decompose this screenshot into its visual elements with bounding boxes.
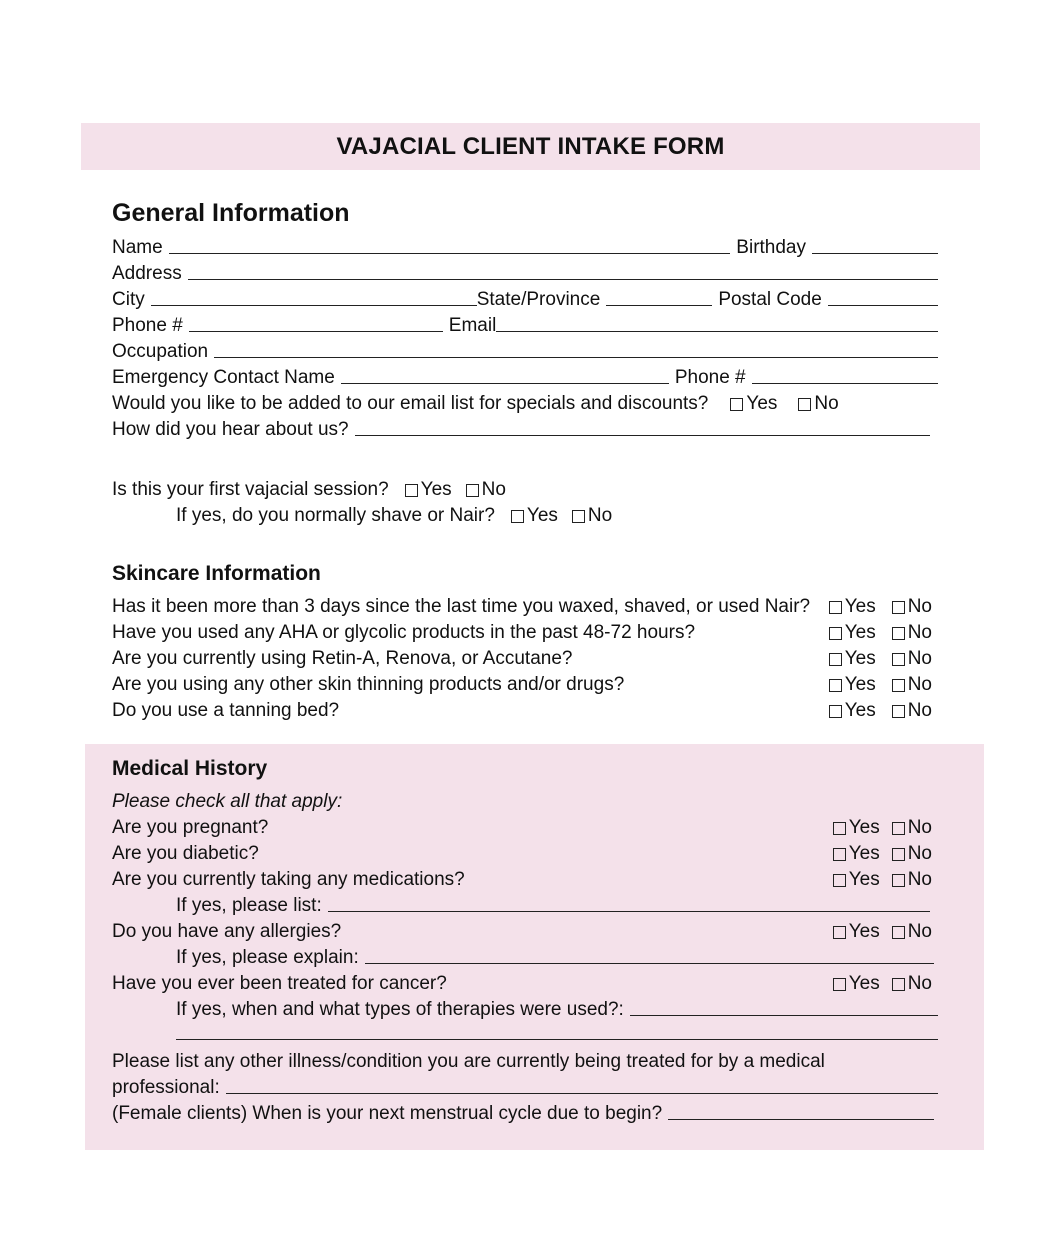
pregnant-question: Are you pregnant? (112, 817, 269, 838)
shave-yes[interactable]: Yes (511, 506, 558, 526)
skincare-question-row (112, 617, 932, 643)
other-illness-field[interactable] (226, 1093, 938, 1094)
cancer-row (112, 968, 932, 994)
menstrual-question: (Female clients) When is your next menstrual cycle due to begin? (112, 1103, 663, 1124)
allergies-yes[interactable]: Yes (833, 922, 880, 942)
hear-about-field[interactable] (355, 435, 930, 436)
emergency-phone-field[interactable] (752, 383, 938, 384)
general-information-heading: General Information (112, 199, 350, 227)
email-list-question: Would you like to be added to our email list for specials and discounts? (112, 393, 709, 414)
first-session-yes[interactable]: Yes (405, 480, 452, 500)
skincare-question: Has it been more than 3 days since the last time you waxed, shaved, or used Nair? (112, 596, 811, 617)
shave-row (176, 500, 938, 526)
checkbox-icon[interactable] (829, 601, 842, 614)
checkbox-icon[interactable] (892, 926, 905, 939)
name-label: Name (112, 237, 163, 258)
email-list-yes[interactable]: Yes (730, 394, 777, 414)
diabetic-yes[interactable]: Yes (833, 844, 880, 864)
cancer-therapies-label: If yes, when and what types of therapies were used?: (176, 999, 624, 1020)
cancer-no[interactable]: No (892, 974, 932, 994)
skincare-q1-no[interactable]: No (892, 597, 932, 617)
other-illness-row-2 (112, 1072, 938, 1098)
skincare-question: Are you using any other skin thinning products and/or drugs? (112, 674, 625, 695)
checkbox-icon[interactable] (892, 627, 905, 640)
medications-question: Are you currently taking any medications? (112, 869, 465, 890)
medications-row (112, 864, 932, 890)
medical-instruction-row (112, 786, 938, 812)
allergies-explain-field[interactable] (365, 963, 934, 964)
skincare-q2-yes[interactable]: Yes (829, 623, 876, 643)
skincare-question-row (112, 643, 932, 669)
emergency-contact-row (112, 362, 938, 388)
first-session-question: Is this your first vajacial session? (112, 479, 389, 500)
medical-instruction: Please check all that apply: (112, 791, 343, 812)
checkbox-icon[interactable] (833, 822, 846, 835)
pregnant-yes[interactable]: Yes (833, 818, 880, 838)
state-field[interactable] (606, 305, 712, 306)
checkbox-icon[interactable] (833, 926, 846, 939)
address-label: Address (112, 263, 182, 284)
checkbox-icon[interactable] (833, 874, 846, 887)
emergency-contact-field[interactable] (341, 383, 669, 384)
phone-field[interactable] (189, 331, 443, 332)
pregnant-row (112, 812, 932, 838)
other-illness-question: Please list any other illness/condition you are currently being treated for by a medical (112, 1051, 825, 1072)
checkbox-icon[interactable] (798, 398, 811, 411)
cancer-therapies-field[interactable] (630, 1015, 938, 1016)
phone-row (112, 310, 938, 336)
checkbox-icon[interactable] (892, 848, 905, 861)
occupation-field[interactable] (214, 357, 938, 358)
skincare-q3-no[interactable]: No (892, 649, 932, 669)
emergency-contact-label: Emergency Contact Name (112, 367, 335, 388)
skincare-question: Have you used any AHA or glycolic products in the past 48-72 hours? (112, 622, 696, 643)
diabetic-row (112, 838, 932, 864)
skincare-information-heading: Skincare Information (112, 562, 321, 585)
checkbox-icon[interactable] (892, 679, 905, 692)
medications-list-field[interactable] (328, 911, 930, 912)
email-field[interactable] (496, 331, 938, 332)
skincare-question: Are you currently using Retin-A, Renova, or Accutane? (112, 648, 573, 669)
menstrual-row (112, 1098, 934, 1124)
skincare-question-row (112, 695, 932, 721)
city-label: City (112, 289, 145, 310)
first-session-row (112, 474, 938, 500)
postal-code-label: Postal Code (718, 289, 822, 310)
city-field[interactable] (151, 305, 477, 306)
email-list-no[interactable]: No (798, 394, 838, 414)
checkbox-icon[interactable] (892, 601, 905, 614)
checkbox-icon[interactable] (833, 848, 846, 861)
checkbox-icon[interactable] (730, 398, 743, 411)
checkbox-icon[interactable] (829, 679, 842, 692)
checkbox-icon[interactable] (892, 874, 905, 887)
checkbox-icon[interactable] (892, 705, 905, 718)
medications-list-row (176, 890, 930, 916)
checkbox-icon[interactable] (829, 705, 842, 718)
checkbox-icon[interactable] (892, 978, 905, 991)
menstrual-field[interactable] (668, 1119, 934, 1120)
checkbox-icon[interactable] (405, 484, 418, 497)
skincare-q5-no[interactable]: No (892, 701, 932, 721)
cancer-therapies-continued-row (176, 1018, 938, 1044)
address-row (112, 258, 938, 284)
cancer-therapies-row (176, 994, 938, 1020)
occupation-label: Occupation (112, 341, 209, 362)
cancer-question: Have you ever been treated for cancer? (112, 973, 447, 994)
shave-no[interactable]: No (572, 506, 612, 526)
checkbox-icon[interactable] (511, 510, 524, 523)
allergies-row (112, 916, 932, 942)
skincare-q4-no[interactable]: No (892, 675, 932, 695)
medications-list-label: If yes, please list: (176, 895, 322, 916)
occupation-row (112, 336, 938, 362)
skincare-question-row (112, 669, 932, 695)
cancer-therapies-field-line2[interactable] (176, 1039, 938, 1040)
shave-question: If yes, do you normally shave or Nair? (176, 505, 495, 526)
diabetic-no[interactable]: No (892, 844, 932, 864)
form-title: VAJACIAL CLIENT INTAKE FORM (336, 132, 725, 160)
cancer-yes[interactable]: Yes (833, 974, 880, 994)
checkbox-icon[interactable] (829, 653, 842, 666)
checkbox-icon[interactable] (892, 653, 905, 666)
phone-label: Phone # (112, 315, 183, 336)
checkbox-icon[interactable] (829, 627, 842, 640)
skincare-q1-yes[interactable]: Yes (829, 597, 876, 617)
title-band (81, 123, 980, 170)
checkbox-icon[interactable] (572, 510, 585, 523)
checkbox-icon[interactable] (892, 822, 905, 835)
hear-about-row (112, 414, 930, 440)
state-label: State/Province (476, 289, 601, 310)
birthday-label: Birthday (736, 237, 806, 258)
medications-no[interactable]: No (892, 870, 932, 890)
skincare-q3-yes[interactable]: Yes (829, 649, 876, 669)
emergency-phone-label: Phone # (674, 367, 746, 388)
allergies-question: Do you have any allergies? (112, 921, 342, 942)
birthday-field[interactable] (812, 253, 938, 254)
checkbox-icon[interactable] (466, 484, 479, 497)
pregnant-no[interactable]: No (892, 818, 932, 838)
checkbox-icon[interactable] (833, 978, 846, 991)
allergies-explain-row (176, 942, 934, 968)
first-session-no[interactable]: No (466, 480, 506, 500)
name-field[interactable] (169, 253, 731, 254)
allergies-no[interactable]: No (892, 922, 932, 942)
medical-history-heading: Medical History (112, 757, 268, 780)
skincare-q5-yes[interactable]: Yes (829, 701, 876, 721)
medications-yes[interactable]: Yes (833, 870, 880, 890)
skincare-q4-yes[interactable]: Yes (829, 675, 876, 695)
email-list-row (112, 388, 938, 414)
email-label: Email (448, 315, 497, 336)
other-illness-question-continued: professional: (112, 1077, 220, 1098)
address-field[interactable] (188, 279, 938, 280)
hear-about-label: How did you hear about us? (112, 419, 349, 440)
other-illness-row (112, 1046, 938, 1072)
name-row (112, 232, 938, 258)
city-row (112, 284, 938, 310)
allergies-explain-label: If yes, please explain: (176, 947, 359, 968)
skincare-q2-no[interactable]: No (892, 623, 932, 643)
postal-code-field[interactable] (828, 305, 938, 306)
diabetic-question: Are you diabetic? (112, 843, 259, 864)
skincare-question: Do you use a tanning bed? (112, 700, 340, 721)
skincare-question-row (112, 591, 932, 617)
